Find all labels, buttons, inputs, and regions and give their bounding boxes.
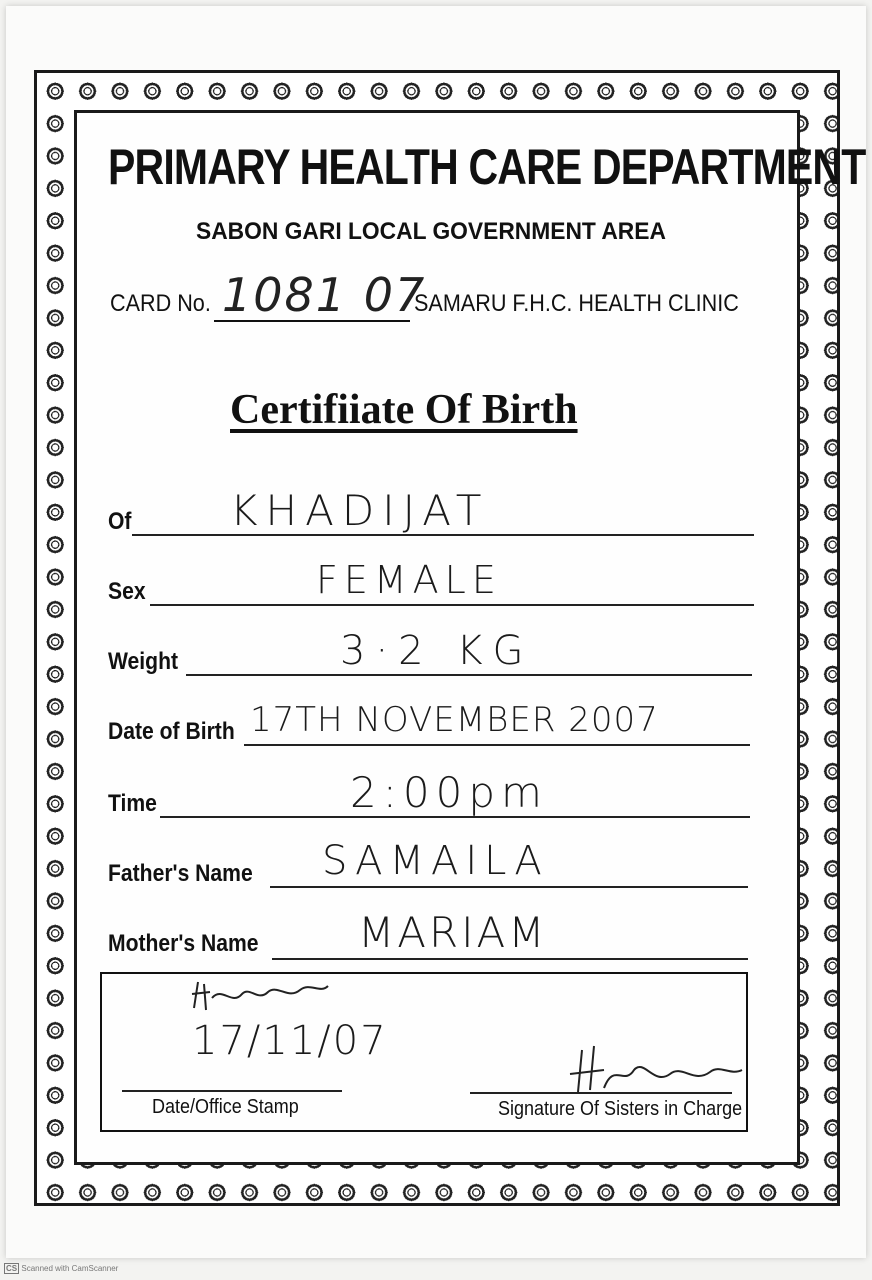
stamp-date-handwritten: 17/11/07: [192, 1018, 388, 1064]
mother-name-label: Mother's Name: [108, 930, 259, 957]
weight-line: [186, 674, 752, 676]
of-value: KHADIJAT: [230, 486, 490, 535]
scanner-text: Scanned with CamScanner: [21, 1264, 119, 1273]
of-label: Of: [108, 508, 132, 535]
weight-value: 3·2 KG: [340, 628, 534, 674]
mother-name-value: MARIAM: [358, 908, 548, 957]
sex-label: Sex: [108, 578, 146, 605]
signature-scribble: [560, 1040, 750, 1100]
father-name-value: SAMAILA: [322, 838, 549, 884]
sex-line: [150, 604, 754, 606]
card-number-label: CARD No.: [110, 290, 211, 317]
father-name-label: Father's Name: [108, 860, 253, 887]
dob-label: Date of Birth: [108, 718, 235, 745]
time-value: 2:00pm: [350, 768, 548, 817]
scanner-watermark: [4, 1264, 118, 1273]
dob-line: [244, 744, 750, 746]
weight-label: Weight: [108, 648, 179, 675]
sex-value: FEMALE: [316, 558, 502, 602]
local-government-area: SABON GARI LOCAL GOVERNMENT AREA: [196, 218, 666, 245]
card-number-line: [214, 320, 410, 322]
date-stamp-caption: Date/Office Stamp: [152, 1096, 299, 1118]
card-number-handwritten: 1081 07: [222, 268, 427, 322]
clinic-name: SAMARU F.H.C. HEALTH CLINIC: [414, 290, 739, 317]
certificate-title: Certifiiate Of Birth: [230, 387, 578, 433]
time-label: Time: [108, 790, 157, 817]
father-name-line: [270, 886, 748, 888]
initials-scribble-left: [188, 976, 338, 1016]
mother-name-line: [272, 958, 748, 960]
signature-line: [470, 1092, 732, 1094]
signature-caption: Signature Of Sisters in Charge: [498, 1098, 743, 1120]
department-heading: PRIMARY HEALTH CARE DEPARTMENT: [108, 139, 866, 195]
dob-value: 17TH NOVEMBER 2007: [250, 700, 659, 740]
scanner-badge: CS: [6, 1264, 18, 1273]
date-stamp-line: [122, 1090, 342, 1092]
